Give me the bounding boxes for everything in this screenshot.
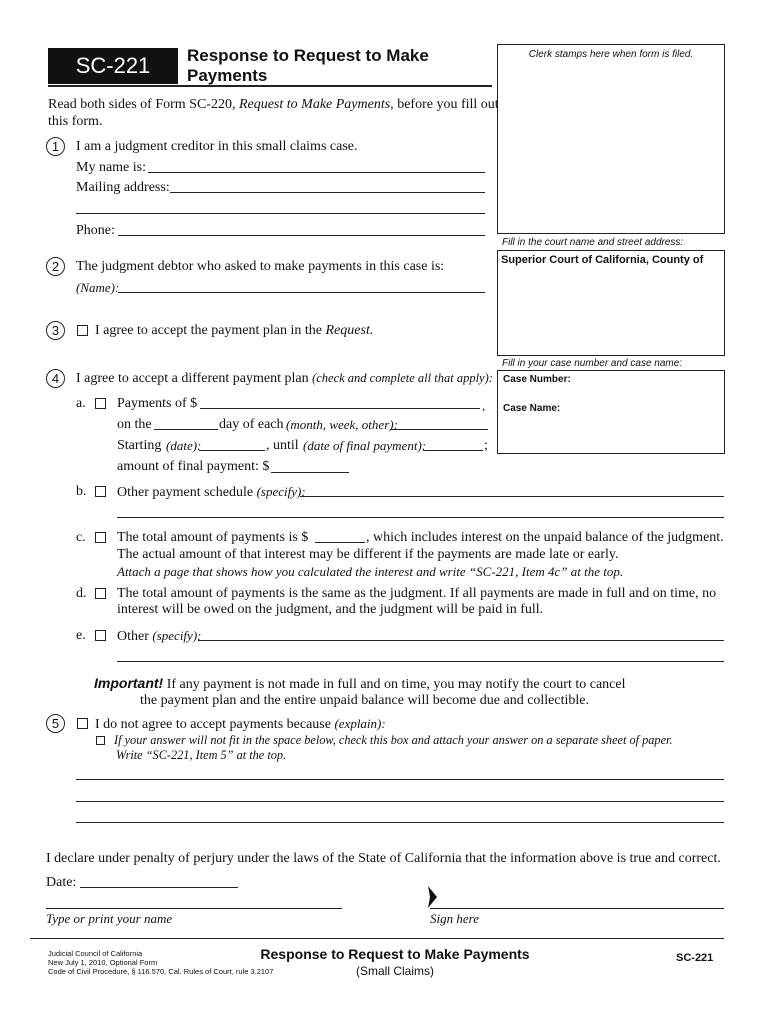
month-week-other-label: (month, week, other): — [286, 417, 398, 432]
item-2-number: 2 — [46, 257, 65, 276]
day-of-each-label: day of each — [219, 417, 284, 432]
item-3-text-a: I agree to accept the payment plan in the — [95, 323, 323, 338]
date-label: Date: — [46, 875, 77, 890]
payments-of-label: Payments of $ — [117, 396, 198, 411]
phone-field[interactable] — [118, 235, 485, 236]
payment-amount-comma: , — [482, 398, 486, 413]
my-name-field[interactable] — [148, 172, 485, 173]
final-payment-date-field[interactable] — [423, 450, 483, 451]
item-5-text-a: I do not agree to accept payments because — [95, 717, 331, 732]
item-4e-text-b: (specify): — [152, 628, 202, 643]
form-number-badge: SC-221 — [48, 48, 178, 84]
mailing-address-field[interactable] — [170, 192, 485, 193]
sign-here-arrow-icon — [428, 886, 438, 908]
footer-title: Response to Request to Make Payments — [260, 946, 530, 962]
item-4e-text-a: Other — [117, 629, 149, 644]
item-4-text-a: I agree to accept a different payment plan — [76, 371, 309, 386]
footer-form-code: SC-221 — [676, 952, 714, 964]
mailing-address-label: Mailing address: — [76, 180, 170, 195]
court-hint: Fill in the court name and street address: — [502, 237, 684, 248]
item-4-text-b: (check and complete all that apply): — [312, 371, 493, 385]
payment-frequency-field[interactable] — [390, 429, 488, 430]
item-4c-letter: c. — [76, 530, 86, 545]
clerk-stamp-label: Clerk stamps here when form is filed. — [528, 49, 694, 60]
item-4c-line1-b: , which includes interest on the unpaid balance of the judgment. — [366, 530, 724, 545]
court-name-text: Superior Court of California, County of — [501, 254, 704, 266]
amount-final-payment-label: amount of final payment: $ — [117, 459, 270, 474]
other-specify-field-2[interactable] — [117, 661, 724, 662]
case-hint: Fill in your case number and case name: — [502, 358, 683, 369]
important-line2: the payment plan and the entire unpaid balance will become due and collectible. — [140, 693, 589, 708]
item-4c-line2: The actual amount of that interest may be different if the payments are made late or early. — [117, 547, 619, 562]
intro-line1 — [48, 96, 499, 113]
item-4b-text-b: (specify): — [256, 484, 306, 499]
explain-field-2[interactable] — [76, 801, 724, 802]
item-4e-letter: e. — [76, 628, 86, 643]
item-4a-letter: a. — [76, 396, 86, 411]
item-5-attach-checkbox[interactable] — [96, 736, 105, 745]
start-date-field[interactable] — [199, 450, 265, 451]
typed-name-field[interactable] — [46, 908, 342, 909]
header-rule — [48, 85, 492, 87]
item-5-number: 5 — [46, 714, 65, 733]
item-5-attach-line2: Write “SC-221, Item 5” at the top. — [116, 748, 287, 762]
explain-field-3[interactable] — [76, 822, 724, 823]
intro-line2: this form. — [48, 114, 103, 129]
until-label: , until — [266, 438, 299, 453]
item-4d-letter: d. — [76, 586, 87, 601]
item-5-attach-line1: If your answer will not fit in the space below, check this box and attach your answer on a separate sheet of paper. — [114, 733, 673, 747]
item-4-text — [76, 370, 493, 387]
sign-here-label: Sign here — [430, 911, 479, 926]
starting-label: Starting — [117, 438, 162, 453]
other-specify-field[interactable] — [198, 640, 724, 641]
phone-label: Phone: — [76, 223, 115, 238]
other-schedule-field-2[interactable] — [117, 517, 724, 518]
item-3-checkbox[interactable] — [77, 325, 88, 336]
mailing-address-field-2[interactable] — [76, 213, 485, 214]
footer-left-line3: Code of Civil Procedure, § 116.570, Cal. Rules of Court, rule 3.2107 — [48, 967, 274, 976]
date-field[interactable] — [80, 887, 238, 888]
item-4e-checkbox[interactable] — [95, 630, 106, 641]
item-4b-text-a: Other payment schedule — [117, 485, 254, 500]
item-3-text — [95, 322, 373, 339]
item-1-number: 1 — [46, 137, 65, 156]
form-title-line1: Response to Request to Make — [187, 46, 429, 65]
other-schedule-field[interactable] — [300, 496, 724, 497]
footer-left-line1: Judicial Council of California — [48, 949, 143, 958]
my-name-label: My name is: — [76, 160, 146, 175]
item-3-number: 3 — [46, 321, 65, 340]
debtor-name-field[interactable] — [118, 292, 485, 293]
footer-rule — [30, 938, 724, 939]
important-line1 — [94, 675, 626, 693]
item-4c-line1-a: The total amount of payments is $ — [117, 530, 309, 545]
item-2-text: The judgment debtor who asked to make payments in this case is: — [76, 259, 445, 274]
important-text-1: If any payment is not made in full and on time, you may notify the court to cancel — [166, 677, 626, 692]
payment-amount-field[interactable] — [200, 408, 480, 409]
clerk-stamp-box — [497, 44, 725, 234]
item-4c-checkbox[interactable] — [95, 532, 106, 543]
item-5-text-b: (explain): — [334, 716, 386, 731]
final-date-semicolon: ; — [484, 438, 488, 453]
item-4d-checkbox[interactable] — [95, 588, 106, 599]
item-4b-letter: b. — [76, 484, 87, 499]
item-5-checkbox[interactable] — [77, 718, 88, 729]
important-label: Important! — [94, 675, 164, 691]
final-payment-date-label: (date of final payment): — [303, 438, 427, 453]
debtor-name-label: (Name): — [76, 280, 120, 295]
intro-text-a: Read both sides of Form SC-220, — [48, 97, 236, 112]
payment-day-field[interactable] — [154, 429, 218, 430]
item-3-text-b: Request. — [325, 323, 374, 338]
item-4b-checkbox[interactable] — [95, 486, 106, 497]
item-4d-line1: The total amount of payments is the same as the judgment. If all payments are made in full and on time, no — [117, 586, 717, 601]
on-the-label: on the — [117, 417, 152, 432]
intro-form-title: Request to Make Payments, — [238, 97, 394, 112]
signature-field[interactable] — [430, 908, 724, 909]
item-4b-text — [117, 483, 306, 501]
total-payments-field[interactable] — [315, 542, 365, 543]
item-5-text — [95, 715, 386, 733]
item-1-text: I am a judgment creditor in this small claims case. — [76, 139, 358, 154]
item-4d-line2: interest will be owed on the judgment, and the judgment will be paid in full. — [117, 602, 544, 617]
case-name-label: Case Name: — [503, 403, 561, 414]
form-title-line2: Payments — [187, 66, 268, 85]
start-date-label: (date): — [166, 438, 202, 453]
intro-text-c: before you fill out — [397, 97, 499, 112]
item-4-number: 4 — [46, 369, 65, 388]
declaration-text: I declare under penalty of perjury under the laws of the State of California that the information above is true and correct. — [46, 851, 721, 866]
explain-field-1[interactable] — [76, 779, 724, 780]
case-number-label: Case Number: — [503, 374, 571, 385]
amount-final-payment-field[interactable] — [271, 472, 349, 473]
item-4c-line3: Attach a page that shows how you calculated the interest and write “SC-221, Item 4c” at the top. — [117, 564, 624, 579]
footer-subtitle: (Small Claims) — [356, 964, 434, 978]
item-4e-text — [117, 627, 201, 645]
footer-left-line2: New July 1, 2010, Optional Form — [48, 958, 158, 967]
type-name-label: Type or print your name — [46, 911, 173, 926]
item-4a-checkbox[interactable] — [95, 398, 106, 409]
